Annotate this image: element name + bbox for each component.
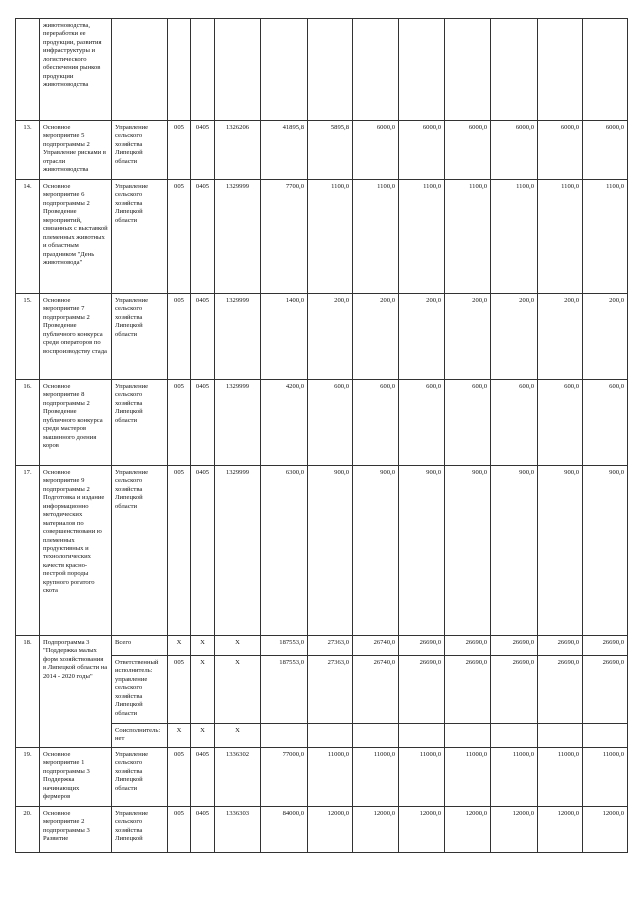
row-number: 14. xyxy=(16,180,40,294)
cell-total: 187553,0 xyxy=(261,656,308,724)
cell-y2017: 900,0 xyxy=(445,466,491,636)
cell-y2018 xyxy=(491,19,538,121)
table-row xyxy=(16,121,628,180)
cell-y2015: 900,0 xyxy=(353,466,399,636)
cell-rzpr: 0405 xyxy=(191,121,215,180)
cell-y2015: 1100,0 xyxy=(353,180,399,294)
cell-y2014: 27363,0 xyxy=(308,636,353,656)
cell-y2014: 900,0 xyxy=(308,466,353,636)
cell-y2019: 900,0 xyxy=(538,466,583,636)
cell-y2019: 12000,0 xyxy=(538,807,583,853)
row-number: 18. xyxy=(16,636,40,748)
cell-y2016: 900,0 xyxy=(399,466,445,636)
table-row xyxy=(16,748,628,807)
cell-y2016: 26690,0 xyxy=(399,636,445,656)
cell-y2020: 12000,0 xyxy=(583,807,628,853)
cell-y2014: 11000,0 xyxy=(308,748,353,807)
cell-y2018: 26690,0 xyxy=(491,656,538,724)
cell-y2017: 600,0 xyxy=(445,380,491,466)
cell-y2020: 1100,0 xyxy=(583,180,628,294)
cell-y2016: 12000,0 xyxy=(399,807,445,853)
cell-y2016: 600,0 xyxy=(399,380,445,466)
cell-grbs: Х xyxy=(168,636,191,656)
row-name: Основное мероприятие 6 подпрограммы 2 Проведение мероприятий, связанных с выставкой племенных животных и областным праздником "День животновода" xyxy=(40,180,112,294)
row-executor: Управление сельского хозяйства Липецкой области xyxy=(112,294,168,380)
table-row xyxy=(16,636,628,656)
row-executor: Управление сельского хозяйства Липецкой области xyxy=(112,121,168,180)
row-name: Основное мероприятие 8 подпрограммы 2 Проведение публичного конкурса среди мастеров машинного доения коров xyxy=(40,380,112,466)
cell-csr: 1336303 xyxy=(215,807,261,853)
cell-y2015: 6000,0 xyxy=(353,121,399,180)
cell-grbs: 005 xyxy=(168,180,191,294)
row-name: Основное мероприятие 1 подпрограммы 3 Поддержка начинающих фермеров xyxy=(40,748,112,807)
table-row xyxy=(16,180,628,294)
cell-grbs: Х xyxy=(168,724,191,748)
cell-y2016: 200,0 xyxy=(399,294,445,380)
cell-grbs: 005 xyxy=(168,466,191,636)
row-number xyxy=(16,19,40,121)
cell-y2018: 11000,0 xyxy=(491,748,538,807)
cell-y2020: 600,0 xyxy=(583,380,628,466)
cell-total: 1400,0 xyxy=(261,294,308,380)
cell-total xyxy=(261,19,308,121)
row-number: 17. xyxy=(16,466,40,636)
cell-y2015 xyxy=(353,19,399,121)
cell-y2018: 12000,0 xyxy=(491,807,538,853)
row-number: 20. xyxy=(16,807,40,853)
row-name: Основное мероприятие 5 подпрограммы 2 Управление рисками в отрасли животноводства xyxy=(40,121,112,180)
cell-y2014: 5895,8 xyxy=(308,121,353,180)
row-name: Основное мероприятие 9 подпрограммы 2 Подготовка и издание информационно методических материалов по совершенствовани ю племенных продуктивных и технологических качеств красно-пестрой породы крупного рогатого скота xyxy=(40,466,112,636)
cell-y2017 xyxy=(445,724,491,748)
cell-csr: 1329999 xyxy=(215,380,261,466)
cell-grbs: 005 xyxy=(168,656,191,724)
cell-y2018: 900,0 xyxy=(491,466,538,636)
cell-y2015: 11000,0 xyxy=(353,748,399,807)
cell-y2018: 200,0 xyxy=(491,294,538,380)
table-row xyxy=(16,380,628,466)
cell-total: 84000,0 xyxy=(261,807,308,853)
row-number: 15. xyxy=(16,294,40,380)
cell-y2020: 900,0 xyxy=(583,466,628,636)
cell-csr: 1329999 xyxy=(215,180,261,294)
cell-csr: 1329999 xyxy=(215,466,261,636)
cell-y2020: 26690,0 xyxy=(583,656,628,724)
cell-rzpr: 0405 xyxy=(191,748,215,807)
cell-csr: Х xyxy=(215,724,261,748)
row-executor: Управление сельского хозяйства Липецкой области xyxy=(112,466,168,636)
cell-y2014: 27363,0 xyxy=(308,656,353,724)
cell-csr: Х xyxy=(215,636,261,656)
row-number: 13. xyxy=(16,121,40,180)
cell-y2016: 26690,0 xyxy=(399,656,445,724)
cell-total: 77000,0 xyxy=(261,748,308,807)
cell-grbs: 005 xyxy=(168,294,191,380)
cell-y2019: 1100,0 xyxy=(538,180,583,294)
cell-y2017: 1100,0 xyxy=(445,180,491,294)
cell-csr: 1329999 xyxy=(215,294,261,380)
cell-csr: Х xyxy=(215,656,261,724)
cell-y2015: 26740,0 xyxy=(353,636,399,656)
cell-y2016: 1100,0 xyxy=(399,180,445,294)
cell-y2015: 12000,0 xyxy=(353,807,399,853)
cell-total: 7700,0 xyxy=(261,180,308,294)
cell-y2020: 6000,0 xyxy=(583,121,628,180)
cell-y2020: 11000,0 xyxy=(583,748,628,807)
cell-grbs xyxy=(168,19,191,121)
cell-y2019: 200,0 xyxy=(538,294,583,380)
cell-y2019 xyxy=(538,19,583,121)
cell-rzpr: Х xyxy=(191,724,215,748)
cell-y2015 xyxy=(353,724,399,748)
cell-y2014: 12000,0 xyxy=(308,807,353,853)
cell-y2017: 26690,0 xyxy=(445,636,491,656)
cell-total xyxy=(261,724,308,748)
cell-rzpr: 0405 xyxy=(191,380,215,466)
cell-y2017 xyxy=(445,19,491,121)
cell-y2016: 11000,0 xyxy=(399,748,445,807)
row-executor: Управление сельского хозяйства Липецкой области xyxy=(112,380,168,466)
row-executor: Всего xyxy=(112,636,168,656)
row-executor: Соисполнитель: нет xyxy=(112,724,168,748)
cell-rzpr: 0405 xyxy=(191,466,215,636)
budget-table xyxy=(15,18,628,853)
cell-y2014: 1100,0 xyxy=(308,180,353,294)
cell-y2020 xyxy=(583,724,628,748)
cell-csr xyxy=(215,19,261,121)
row-name: Основное мероприятие 2 подпрограммы 3 Развитие xyxy=(40,807,112,853)
cell-total: 41895,8 xyxy=(261,121,308,180)
cell-grbs: 005 xyxy=(168,748,191,807)
cell-y2017: 12000,0 xyxy=(445,807,491,853)
cell-y2018 xyxy=(491,724,538,748)
row-executor xyxy=(112,19,168,121)
cell-y2020: 26690,0 xyxy=(583,636,628,656)
row-number: 16. xyxy=(16,380,40,466)
table-row xyxy=(16,19,628,121)
cell-y2019 xyxy=(538,724,583,748)
cell-y2014 xyxy=(308,19,353,121)
cell-y2018: 600,0 xyxy=(491,380,538,466)
cell-y2016 xyxy=(399,724,445,748)
cell-csr: 1326206 xyxy=(215,121,261,180)
cell-y2015: 600,0 xyxy=(353,380,399,466)
cell-grbs: 005 xyxy=(168,121,191,180)
cell-total: 187553,0 xyxy=(261,636,308,656)
cell-y2014 xyxy=(308,724,353,748)
cell-csr: 1336302 xyxy=(215,748,261,807)
cell-y2019: 6000,0 xyxy=(538,121,583,180)
cell-y2020 xyxy=(583,19,628,121)
cell-y2016: 6000,0 xyxy=(399,121,445,180)
cell-y2019: 26690,0 xyxy=(538,636,583,656)
cell-y2017: 26690,0 xyxy=(445,656,491,724)
cell-y2017: 11000,0 xyxy=(445,748,491,807)
cell-grbs: 005 xyxy=(168,807,191,853)
row-executor: Управление сельского хозяйства Липецкой области xyxy=(112,180,168,294)
cell-y2019: 26690,0 xyxy=(538,656,583,724)
cell-total: 4200,0 xyxy=(261,380,308,466)
cell-rzpr: 0405 xyxy=(191,807,215,853)
cell-y2015: 26740,0 xyxy=(353,656,399,724)
cell-rzpr: 0405 xyxy=(191,180,215,294)
row-name: Подпрограмма 3 "Поддержка малых форм хозяйствования в Липецкой области на 2014 - 2020 годы" xyxy=(40,636,112,748)
cell-rzpr xyxy=(191,19,215,121)
table-row xyxy=(16,466,628,636)
row-executor: Ответственный исполнитель: управление сельского хозяйства Липецкой области xyxy=(112,656,168,724)
table-body xyxy=(16,19,628,853)
cell-y2017: 200,0 xyxy=(445,294,491,380)
row-number: 19. xyxy=(16,748,40,807)
cell-y2014: 600,0 xyxy=(308,380,353,466)
row-name: животноводства, переработки ее продукции, развития инфраструктуры и логистического обеспечения рынков продукции животноводства xyxy=(40,19,112,121)
row-name: Основное мероприятие 7 подпрограммы 2 Проведение публичного конкурса среди операторов по воспроизводству стада xyxy=(40,294,112,380)
cell-y2014: 200,0 xyxy=(308,294,353,380)
table-row xyxy=(16,807,628,853)
cell-y2017: 6000,0 xyxy=(445,121,491,180)
cell-total: 6300,0 xyxy=(261,466,308,636)
cell-y2018: 26690,0 xyxy=(491,636,538,656)
cell-y2020: 200,0 xyxy=(583,294,628,380)
cell-y2018: 6000,0 xyxy=(491,121,538,180)
cell-rzpr: 0405 xyxy=(191,294,215,380)
cell-y2018: 1100,0 xyxy=(491,180,538,294)
cell-rzpr: Х xyxy=(191,636,215,656)
cell-grbs: 005 xyxy=(168,380,191,466)
cell-y2019: 600,0 xyxy=(538,380,583,466)
cell-y2015: 200,0 xyxy=(353,294,399,380)
cell-y2016 xyxy=(399,19,445,121)
row-executor: Управление сельского хозяйства Липецкой области xyxy=(112,748,168,807)
row-executor: Управление сельского хозяйства Липецкой xyxy=(112,807,168,853)
table-row xyxy=(16,294,628,380)
cell-rzpr: Х xyxy=(191,656,215,724)
cell-y2019: 11000,0 xyxy=(538,748,583,807)
